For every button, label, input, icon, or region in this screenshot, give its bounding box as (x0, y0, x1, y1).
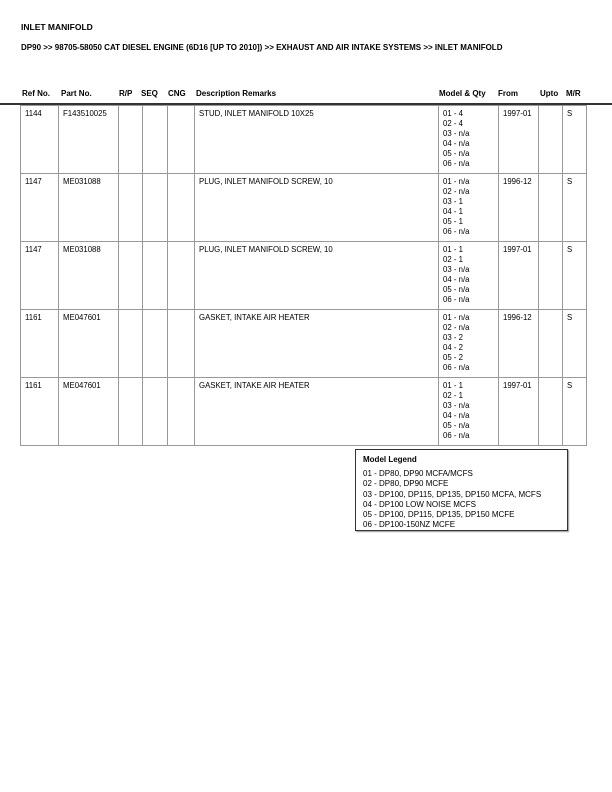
model-qty-line: 04 - 2 (443, 343, 463, 352)
model-qty-line: 01 - n/a (443, 313, 470, 322)
legend-item: 04 - DP100 LOW NOISE MCFS (363, 499, 476, 509)
model-qty-line: 01 - n/a (443, 177, 470, 186)
cell-model-qty (439, 378, 499, 446)
cell-part-no: ME047601 (59, 310, 119, 378)
model-qty-line: 03 - n/a (443, 129, 470, 138)
cell-seq (143, 378, 168, 446)
cell-model-qty (439, 174, 499, 242)
column-header: Ref No. (22, 89, 50, 98)
cell-description: GASKET, INTAKE AIR HEATER (195, 378, 439, 446)
cell-from: 1996-12 (499, 310, 539, 378)
cell-upto (539, 378, 563, 446)
cell-cng (168, 242, 195, 310)
cell-mr: S (563, 378, 587, 446)
cell-description: PLUG, INLET MANIFOLD SCREW, 10 (195, 242, 439, 310)
cell-mr: S (563, 174, 587, 242)
model-legend (355, 449, 568, 531)
column-header: Upto (540, 89, 559, 98)
model-qty-line: 02 - 1 (443, 391, 463, 400)
legend-item: 05 - DP100, DP115, DP135, DP150 MCFE (363, 510, 515, 520)
model-qty-line: 06 - n/a (443, 295, 470, 304)
cell-upto (539, 106, 563, 174)
cell-seq (143, 174, 168, 242)
legend-item: 03 - DP100, DP115, DP135, DP150 MCFA, MCFS (363, 489, 542, 499)
legend-item: 01 - DP80, DP90 MCFA/MCFS (363, 469, 473, 479)
model-qty-line: 03 - n/a (443, 265, 470, 274)
model-qty-line: 04 - n/a (443, 275, 470, 284)
model-qty-line: 03 - n/a (443, 401, 470, 410)
cell-part-no: ME031088 (59, 242, 119, 310)
model-qty-line: 06 - n/a (443, 431, 470, 440)
table-row (21, 106, 587, 174)
model-qty-line: 05 - n/a (443, 421, 470, 430)
column-header: Model & Qty (439, 89, 486, 98)
cell-from: 1997-01 (499, 378, 539, 446)
cell-from: 1997-01 (499, 242, 539, 310)
cell-model-qty (439, 242, 499, 310)
cell-mr: S (563, 310, 587, 378)
cell-part-no: ME047601 (59, 378, 119, 446)
cell-rp (119, 378, 143, 446)
cell-seq (143, 310, 168, 378)
legend-item: 02 - DP80, DP90 MCFE (363, 479, 449, 489)
model-qty-line: 03 - 2 (443, 333, 463, 342)
cell-rp (119, 310, 143, 378)
cell-model-qty (439, 310, 499, 378)
cell-ref-no: 1144 (21, 106, 59, 174)
breadcrumb: DP90 >> 98705-58050 CAT DIESEL ENGINE (6D16 [UP TO 2010]) >> EXHAUST AND AIR INTAKE SYSTEMS >> INLET MANIFOLD (21, 43, 503, 52)
parts-table (20, 105, 587, 446)
table-row (21, 378, 587, 446)
cell-description: GASKET, INTAKE AIR HEATER (195, 310, 439, 378)
cell-ref-no: 1147 (21, 242, 59, 310)
model-qty-line: 05 - 1 (443, 217, 463, 226)
model-qty-line: 05 - n/a (443, 149, 470, 158)
cell-rp (119, 106, 143, 174)
column-header: From (498, 89, 518, 98)
column-header: Description Remarks (196, 89, 277, 98)
cell-rp (119, 174, 143, 242)
model-qty-line: 06 - n/a (443, 227, 470, 236)
cell-cng (168, 310, 195, 378)
column-header: SEQ (141, 89, 158, 98)
model-qty-line: 03 - 1 (443, 197, 463, 206)
cell-cng (168, 106, 195, 174)
cell-ref-no: 1161 (21, 378, 59, 446)
cell-description: STUD, INLET MANIFOLD 10X25 (195, 106, 439, 174)
cell-from: 1996-12 (499, 174, 539, 242)
model-qty-line: 04 - n/a (443, 411, 470, 420)
cell-model-qty (439, 106, 499, 174)
model-qty-line: 01 - 1 (443, 381, 463, 390)
cell-upto (539, 310, 563, 378)
cell-upto (539, 242, 563, 310)
model-qty-line: 02 - n/a (443, 323, 470, 332)
column-header: Part No. (61, 89, 92, 98)
model-qty-line: 04 - n/a (443, 139, 470, 148)
model-qty-line: 05 - n/a (443, 285, 470, 294)
cell-part-no: ME031088 (59, 174, 119, 242)
cell-mr: S (563, 242, 587, 310)
cell-ref-no: 1147 (21, 174, 59, 242)
model-qty-line: 06 - n/a (443, 363, 470, 372)
legend-title: Model Legend (363, 455, 417, 464)
cell-cng (168, 378, 195, 446)
cell-from: 1997-01 (499, 106, 539, 174)
column-header: R/P (119, 89, 133, 98)
page-title: INLET MANIFOLD (21, 22, 93, 32)
table-row (21, 242, 587, 310)
cell-upto (539, 174, 563, 242)
cell-mr: S (563, 106, 587, 174)
model-qty-line: 01 - 1 (443, 245, 463, 254)
column-header: CNG (168, 89, 186, 98)
column-header: M/R (566, 89, 581, 98)
cell-seq (143, 242, 168, 310)
model-qty-line: 01 - 4 (443, 109, 463, 118)
legend-item: 06 - DP100-150NZ MCFE (363, 520, 456, 530)
cell-description: PLUG, INLET MANIFOLD SCREW, 10 (195, 174, 439, 242)
model-qty-line: 04 - 1 (443, 207, 463, 216)
table-row (21, 310, 587, 378)
cell-rp (119, 242, 143, 310)
cell-cng (168, 174, 195, 242)
model-qty-line: 02 - 4 (443, 119, 463, 128)
model-qty-line: 02 - 1 (443, 255, 463, 264)
cell-seq (143, 106, 168, 174)
model-qty-line: 05 - 2 (443, 353, 463, 362)
model-qty-line: 06 - n/a (443, 159, 470, 168)
cell-ref-no: 1161 (21, 310, 59, 378)
table-row (21, 174, 587, 242)
model-qty-line: 02 - n/a (443, 187, 470, 196)
cell-part-no: F143510025 (59, 106, 119, 174)
